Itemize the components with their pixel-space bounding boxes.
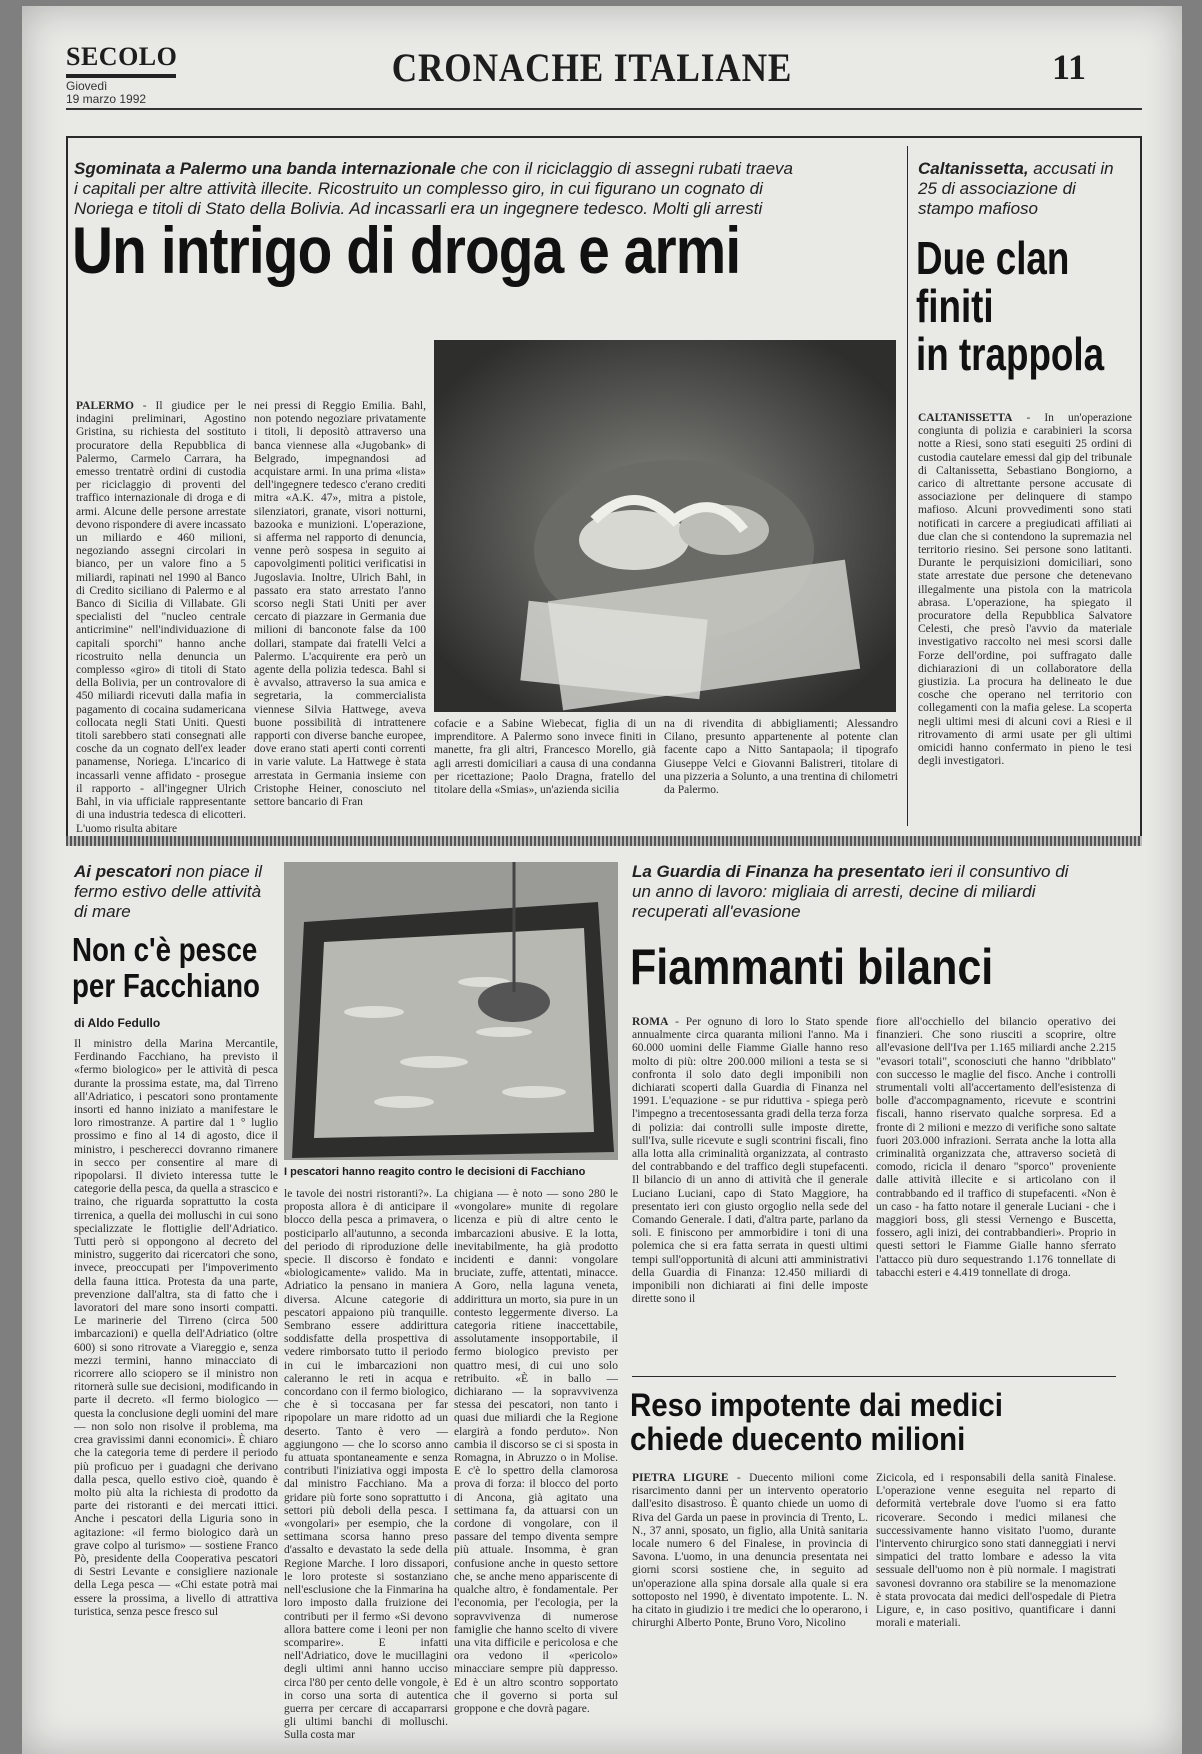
finanza-column-2: fiore all'occhiello del bilancio operativo dei finanzieri. Che sono riusciti a scoprire, oltre all'evasione dell'Iva per 1.165 miliardi anche 2.215 "evasori totali", sconosciuti che hanno "dribblato" con successo le maglie del fisco. Anche i controlli strumentali volti all'accertamento dell'esistenza di bolle d'accompagnamento, ricevute e scontrini fiscali, hanno riservato qualche sorpresa. Ed a fronte di 2 milioni e mezzo di verifiche sono saltate fuori 203.000 infrazioni. Serrata anche la lotta alla criminalità organizzata che, attraverso società di comodo, ricicla il denaro "sporco" proveniente dalle attività illecite e si articolano con il contrabbando ed il traffico di stupefacenti. «Non è un caso - ha fatto notare il generale Luciani - che i maggiori boss, gli stessi Vernengo e Buscetta, fossero, agli inizi, dei contrabbandieri». Proprio in questi settori le Fiamme Gialle hanno sferrato l'attacco più duro sequestrando 1.176 tonnellate di tabacchi esteri e 4.419 tonnellate di droga. [876,1016,1116,1279]
section-title: CRONACHE ITALIANE [391,45,793,90]
section-separator [66,836,1142,846]
main-column-2: nei pressi di Reggio Emilia. Bahl, non potendo negoziare privatamente i titoli, li depositò attraverso una banca viennese alla «Jugobank» di Belgrado, impegnandosi ad acquistare armi. In una prima «lista» dell'ingegnere tedesco c'erano crediti mitra «A.K. 47», mitra a pistole, silenziatori, granate, visori notturni, bazooka e munizioni. L'operazione, si afferma nel rapporto di denuncia, venne però sospesa in seguito ai capovolgimenti politici verificatisi in Jugoslavia. Inoltre, Ulrich Bahl, in passato era stato arrestato l'anno scorso negli Stati Uniti per aver cercato di piazzare in Germania due milioni di banconote false da 100 dollari, stampate dai fratelli Velci a Palermo. L'acquirente era però un agente della polizia tedesca. Bahl si è avvalso, attraverso la sua amica e segretaria, la commercialista viennese Silvia Hattwege, aveva buone possibilità di intrattenere rapporti con diverse banche europee, dove erano stati aperti conti correnti in varie valute. La Hattwege è stata arrestata in Germania insieme con Cristophe Heiner, conosciuto nel settore bancario di Fran [254,400,426,809]
pesca-column-1: Il ministro della Marina Mercantile, Ferdinando Facchiano, ha previsto il «fermo biologico» per le attività di pesca durante la prossima estate, ma, dal Tirreno all'Adriatico, i pescatori sono prontamente insorti ed hanno iniziato a manifestare le loro rimostranze. A partire dal 1 ° luglio prossimo e fino al 14 di agosto, dice il ministro, i pescherecci dovranno rimanere in secco per consentire al mare di ripopolarsi. Il divieto interessa tutte le categorie della pesca, da quella a strascico e traino, che riguarda soprattutto la costa tirrenica, a quella dei molluschi in cui sono specializzate le flottiglie dell'Adriatico. Tutti però si oppongono al decreto del ministro, suggerito dai ricercatori che sono, invece, preoccupati per l'impoverimento della fauna ittica. Protesta da una parte, prevenzione dall'altra, sta di fatto che i lavoratori del mare sono insorti compatti. Le marinerie del Tirreno (circa 500 imbarcazioni) e quella dell'Adriatico (oltre 600) si sono ritrovate a Viareggio e, senza mezzi termini, hanno minacciato di ricorrere allo sciopero se il ministro non ritornerà sulle sue decisioni, modificando in parte il decreto. «Il fermo biologico — questa la conclusione degli uomini del mare — non solo non risolve il problema, ma crea gravissimi danni economici». È chiaro che la categoria teme di perdere il periodo più proficuo per i guadagni che derivano dalla pesca, quello estivo cioè, quando è molto più alta la richiesta di prodotto da parte dei ristoranti e dei mercati ittici. Anche i pescatori della Liguria sono in agitazione: «il fermo biologico darà un grave colpo al turismo» — sostiene Franco Pò, presidente della Cooperativa pescatori di Sestri Levante e consigliere nazionale della Lega pesca — «Chi estate potrà mai essere la prossima, a livello di attrattiva turistica, senza pesce fresco sul [74,1038,278,1618]
finanza-kicker-rest: ieri il consuntivo di un anno di lavoro: migliaia di arresti, decine di miliardi recuperati all'evasione [632,862,1069,921]
finanza-kicker [632,862,1082,922]
pesca-kicker-emph: Ai pescatori [74,862,172,881]
finanza-kicker-bold: La Guardia di Finanza ha presentato [632,862,925,881]
side-column [918,412,1132,822]
box-left-rule [66,136,68,836]
pesca-photo [284,862,618,1160]
pesca-column-2: le tavole dei nostri ristoranti?». La proposta allora è di anticipare il blocco della pesca a primavera, o posticiparlo all'autunno, a seconda del periodo di riproduzione delle specie. Il discorso è fondato e «biologicamente» valido. Ma in Adriatico la pensano in maniera diversa. Alcune categorie di pescatori appaiono più tranquille. Sembrano essere addirittura soddisfatte della prospettiva di vedere rimborsato tutto il periodo in cui le imbarcazioni non caleranno le reti in acqua e concordano con il fermo biologico, che è sì toccasana per far ripopolare un mare ridotto ad un deserto. Tanto è vero — aggiungono — che lo scorso anno fu attuata spontaneamente e senza contributi l'iniziativa oggi imposta dal ministro Facchiano. Ma a gridare più forte sono soprattutto i settori più deboli della pesca. I «vongolari» per esempio, che la settimana scorsa hanno preso d'assalto e devastato la sede della Regione Marche. I loro dissapori, le loro proteste si sostanziano nell'esclusione che la Finmarina ha loro imposto dalla fruizione dei contributi per il fermo «Si devono allora battere come i leoni per non scomparire». E infatti nell'Adriatico, dove le mucillagini degli ultimi anni hanno ucciso circa l'80 per cento delle vongole, è in corso una sorta di autentica guerra per cercare di accaparrarsi gli ultimi banchi di molluschi. Sulla costa mar [284,1188,448,1742]
medici-column-1 [632,1472,868,1748]
photo-fish-crate [284,862,618,1160]
side-headline-line-2: finiti [916,280,994,332]
pesca-kicker [74,862,274,922]
masthead-logo: SECOLO [66,42,178,71]
side-headline-line-3: in trappola [916,328,1105,380]
side-kicker [918,159,1134,219]
main-column-1-text: - Il giudice per le indagini preliminari, Agostino Gristina, su richiesta del sostituto procuratore della Repubblica di Palermo, Carmelo Carrara, ha emesso trentatrè ordini di custodia per riciclaggio di proventi del traffico internazionale di droga e di armi. Alcune delle persone arrestate devono rispondere di avere incassato un miliardo e 460 milioni, negoziando assegni circolari in bianco, per un valore fino a 5 miliardi, rapinati nel 1990 al Banco di Credito siciliano di Palermo e al Banco di Sicilia di Villabate. Gli specialisti del "nucleo centrale anticrimine" nell'individuazione di capitali sporchi" hanno anche ricostruito nella denuncia un complesso «giro» di titoli di Stato della Bolivia, per un controvalore di 450 miliardi ricevuti dalla mafia in pagamento di cocaina sudamericana collocata negli Stati Uniti. Questi titoli sarebbero stati consegnati alle cosche da un cognato dell'ex leader panamense, Noriega. L'incarico di incassarli venne affidato - prosegue il rapporto - all'ingegner Ulrich Bahl, in via ufficiale rappresentante di una industria tedesca di elicotteri. L'uomo risulta abitare [76,400,246,835]
main-headline: Un intrigo di droga e armi [72,213,741,287]
medici-headline-line-2: chiede duecento milioni [630,1421,966,1457]
side-headline [916,234,1104,378]
pesca-headline-line-2: per Facchiano [72,967,260,1004]
pesca-headline [72,932,260,1004]
side-dateline: CALTANISSETTA [918,412,1013,424]
side-column-text: - In un'operazione congiunta di polizia e carabinieri la scorsa notte a Riesi, sono stati eseguiti 25 ordini di custodia cautelare emessi dal gip del tribunale di Caltanissetta, Sebastiano Bongiorno, a carico di altrettante persone accusate di associazione per delinquere di stampo mafioso. Alcuni provvedimenti sono stati notificati in carcere a pregiudicati affiliati ai due clan che si contendono la supremazia nel territorio riesino. Sei persone sono latitanti. Durante le perquisizioni domiciliari, sono state arrestate due persone che detenevano illegalmente una pistola con la matricola abrasa. L'operazione, ha spiegato il procuratore della Repubblica Salvatore Celesti, che presò l'avvio da materiale investigativo raccolto nei mesi scorsi dalle Forze dell'ordine, poi suffragato dalle dichiarazioni di un collaboratore della giustizia. La procura ha delineato le due cosche che operano nel territorio con collegamenti con la mafia gelese. La scoperta negli ultimi mesi di alcuni covi a Riesi e il ritrovamento di armi usate per gli ultimi omicidi hanno confermato in pieno le tesi degli investigatori. [918,412,1132,768]
pesca-headline-line-1: Non c'è pesce [72,931,258,968]
column-divider [907,146,908,826]
dateline-day: Giovedì [66,79,108,93]
side-kicker-rest: accusati in 25 di associazione di stampo mafioso [918,159,1114,218]
photo-hands-money [434,340,896,712]
medici-dateline: PIETRA LIGURE [632,1472,729,1484]
medici-column-1-text: - Duecento milioni come risarcimento danni per un intervento operatorio dall'esito disastroso. È quanto chiede un uomo di Riva del Garda un paese in provincia di Trento, L. N., 37 anni, sposato, un figlio, alla Unità sanitaria locale numero 6 del Finalese, in provincia di Savona. L'uomo, in una denuncia presentata nei giorni scorsi sostiene che, in seguito ad un'operazione alla spina dorsale alla quale si era sottoposto nel 1990, è diventato impotente. L. N. ha citato in giudizio i tre medici che lo operarono, i chirurghi Alberto Ponte, Bruno Voro, Nicolino [632,1472,868,1630]
main-column-3: cofacie e a Sabine Wiebecat, figlia di un imprenditore. A Palermo sono invece finiti in manette, fra gli altri, Francesco Morello, già agli arresti domiciliari a causa di una condanna per ricettazione; Paolo Dragna, fratello del titolare della «Smias», un'azienda sicilia [434,718,656,797]
main-kicker [74,159,794,219]
side-headline-line-1: Due clan [916,232,1070,284]
medici-top-rule [632,1376,1116,1377]
finanza-headline: Fiammanti bilanci [630,939,994,995]
main-kicker-rest: che con il riciclaggio di assegni rubati traeva i capitali per altre attività illecite. Ricostruito un complesso giro, in cui figurano un cognato di Noriega e titoli di Stato della Bolivia. Ad incassarli era un ingegnere tedesco. Molti gli arresti [74,159,793,218]
box-right-rule [1140,136,1142,836]
box-top-rule [66,136,1142,138]
finanza-column-1 [632,1016,868,1361]
masthead-rule [66,74,176,78]
main-photo [434,340,896,712]
medici-column-2: Zicicola, ed i responsabili della sanità Finalese. L'operazione venne eseguita nel reparto di deformità vertebrale dove l'uomo si era fatto ricoverare. Secondo i medici milanesi che successivamente hanno visitato l'uomo, durante l'intervento chirurgico sono stati danneggiati i nervi simpatici del tratto lombare e adesso la vita sessuale dell'uomo non è più normale. I magistrati savonesi dovranno ora stabilire se la menomazione è stata provocata dai medici dell'ospedale di Pietra Ligure, e, in caso positivo, quantificare i danni morali e materiali. [876,1472,1116,1630]
main-kicker-bold: Sgominata a Palermo una banda internazionale [74,159,456,178]
main-column-4: na di rivendita di abbigliamenti; Alessandro Cilano, presunto appartenente al potente clan facente capo a Nitto Santapaola; il tipografo Giuseppe Velci e Giovanni Balistreri, titolare di una pizzeria a Solunto, a una trentina di chilometri da Palermo. [664,718,898,797]
side-kicker-bold: Caltanissetta, [918,159,1029,178]
finanza-column-1-text: - Per ognuno di loro lo Stato spende annualmente circa quaranta milioni l'anno. Ma i 60.000 uomini delle Fiamme Gialle hanno reso molto di più: oltre 200.000 milioni a testa se si confronta il solo dato degli imponibili non dichiarati scoperti dalla Guardia di Finanza nel 1991. L'equazione - se pur riduttiva - spiega però l'impegno a trecentosessanta gradi della terza forza di polizia: dai controlli sulle imposte dirette, sull'Iva, sulle ricevute e sugli scontrini fiscali, fino alla lotta alla criminalità organizzata, al contrasto del contrabbando e del traffico degli stupefacenti. Il bilancio di un anno di attività che il generale Luciano Luciani, capo di Stato Maggiore, ha presentato ieri con giusto orgoglio nella sede del Comando Generale. I dati, d'altra parte, parlano da soli. E finiscono per ammorbidire i toni di una polemica che si era fatta serrata in questi ultimi tempi sull'opportunità di alcuni atti amministrativi della Guardia di Finanza: 12.450 miliardi di imponibili non dichiarati ai fini delle imposte dirette sono il [632,1016,868,1306]
finanza-dateline: ROMA [632,1016,669,1028]
header-rule [66,108,1142,110]
pesca-byline: di Aldo Fedullo [74,1016,161,1030]
dateline-date: 19 marzo 1992 [66,92,147,106]
newspaper-page [22,6,1182,1754]
medici-headline [630,1388,1003,1456]
pesca-photo-caption: I pescatori hanno reagito contro le decisioni di Facchiano [284,1166,586,1178]
main-dateline: PALERMO [76,400,134,412]
pesca-kicker-rest: non piace il fermo estivo delle attività di mare [74,862,263,921]
medici-headline-line-1: Reso impotente dai medici [630,1387,1003,1423]
main-column-1 [76,400,246,835]
page-number: 11 [1052,47,1087,87]
pesca-column-3: chigiana — è noto — sono 280 le «vongolare» munite di regolare licenza e più di altre cento le imbarcazioni abusive. E la lotta, inevitabilmente, ha già prodotto incidenti e danni: vongolare bruciate, zuffe, attentati, minacce. A Goro, nella laguna veneta, addirittura un morto, sia pure in un contesto leggermente diverso. La categoria ritiene inaccettabile, assolutamente insopportabile, il fermo biologico previsto per quattro mesi, di cui uno solo retribuito. «È in ballo — dichiarano — la sopravvivenza stessa dei pescatori, non tanto i quasi due miliardi che la Regione elargirà a fondo perduto». Non cambia il discorso se ci si sposta in Romagna, in Abruzzo o in Molise. E c'è lo spettro della clamorosa prova di forza: il blocco del porto di Ancona, già agitato una settimana fa, da attuarsi con un cordone di vongolare, con il passare del tempo diventa sempre più attuale. Insomma, è gran confusione anche in questo settore che, se anche meno appariscente di qualche altro, è fondamentale. Per l'economia, per l'ecologia, per la sopravvivenza di numerose famiglie che hanno scelto di vivere una vita difficile e pericolosa e che ora vedono il «pericolo» minacciare sempre più dappresso. Ed è un altro scontro sopportato che il governo si porta sul groppone e che dovrà pagare. [454,1188,618,1715]
